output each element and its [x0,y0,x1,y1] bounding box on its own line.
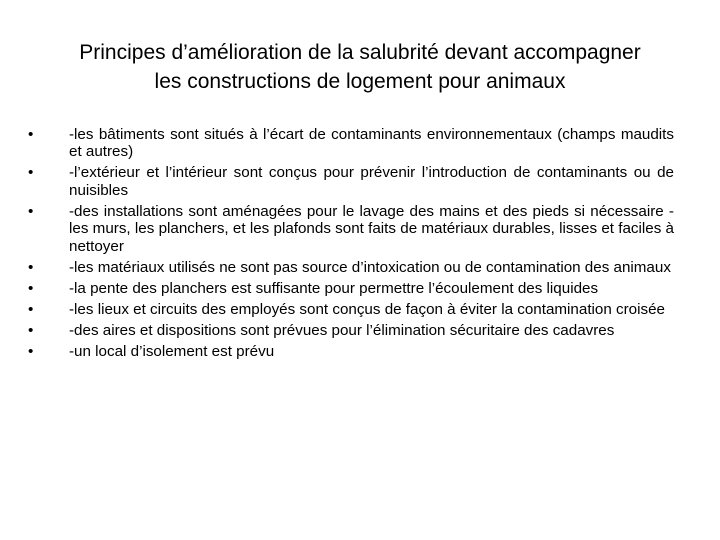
bullet-icon: • [28,126,34,143]
bullet-icon: • [28,279,34,297]
slide-title-line-1: Principes d’amélioration de la salubrité devant accompagner [79,41,641,64]
bullet-icon: • [28,202,34,220]
bullet-text: -les lieux et circuits des employés sont conçus de façon à éviter la contamination croisée [69,300,665,318]
bullet-icon: • [28,258,34,276]
bullet-icon: • [28,300,34,318]
bullet-text: -les bâtiments sont situés à l’écart de contaminants environnementaux (champs maudits et autres) [69,126,674,161]
bullet-item [28,164,674,199]
bullet-item [28,203,674,255]
bullet-text: -la pente des planchers est suffisante pour permettre l’écoulement des liquides [69,279,599,297]
bullet-item [28,322,674,339]
bullet-item [28,343,674,360]
bullet-icon: • [28,164,34,182]
bullet-item [28,126,674,161]
bullet-text: -l’extérieur et l’intérieur sont conçus pour prévenir l’introduction de contaminants ou de nuisibles [69,164,674,199]
bullet-text: -des installations sont aménagées pour le lavage des mains et des pieds si nécessaire -les murs, les planchers, et les plafonds sont faits de matériaux durables, lisses et faciles à nettoyer [69,202,674,255]
bullet-item [28,301,674,318]
bullet-icon: • [28,321,34,339]
bullet-item [28,259,674,276]
bullet-text: -des aires et dispositions sont prévues pour l’élimination sécuritaire des cadavres [69,321,615,339]
bullet-text: -un local d’isolement est prévu [69,342,275,360]
slide-title [36,38,684,96]
bullet-text: -les matériaux utilisés ne sont pas source d’intoxication ou de contamination des animaux [69,258,671,276]
slide-title-line-2: les constructions de logement pour animaux [154,70,566,93]
bullet-list [28,126,674,364]
bullet-icon: • [28,342,34,360]
bullet-item [28,280,674,297]
